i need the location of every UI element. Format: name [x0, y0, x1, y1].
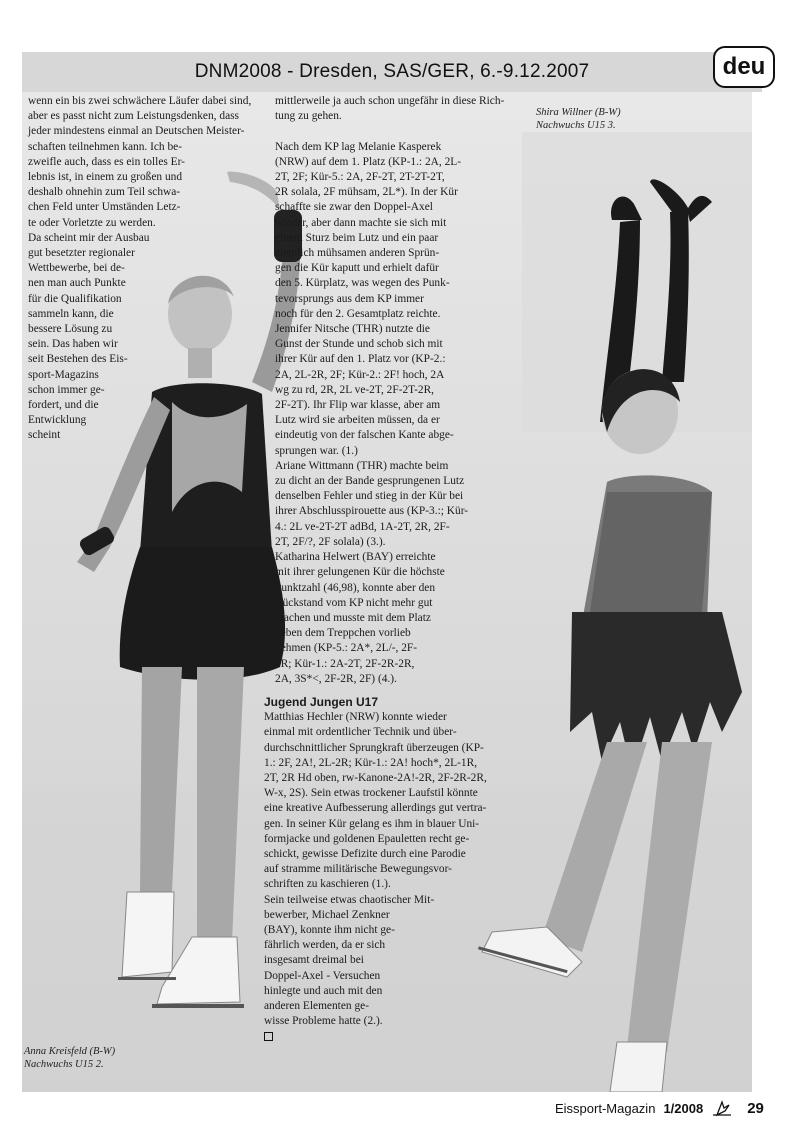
text-line: für die Qualifikation [28, 292, 122, 305]
text-line: Jennifer Nitsche (THR) nutzte die [275, 323, 430, 336]
text-line: wieder, aber dann machte sie sich mit [275, 216, 447, 229]
text-line: aber es passt nicht zum Leistungsdenken, dass [28, 110, 239, 123]
text-line: Nach dem KP lag Melanie Kasperek [275, 140, 442, 153]
text-line: ihrer Abschlusspirouette aus (KP-3.:; Kür- [275, 505, 469, 518]
text-line: hinlegte und auch mit den [264, 984, 383, 997]
section-heading: Jugend Jungen U17 [264, 695, 379, 709]
text-line: sport-Magazins [28, 368, 99, 381]
text-line: einmal mit ordentlicher Technik und über- [264, 726, 457, 739]
text-line: Da scheint mir der Ausbau [28, 231, 150, 244]
text-line: 2T, 2R Hd oben, rw-Kanone-2A!-2R, 2F-2R-2R, [264, 772, 487, 785]
text-line: schaften teilnehmen kann. Ich be- [28, 140, 183, 153]
text-line: 2A, 2L-2R, 2F; Kür-2.: 2F! hoch, 2A [275, 368, 445, 381]
article-column-1 [28, 94, 268, 444]
text-line: neben dem Treppchen vorlieb [275, 627, 411, 640]
text-line [275, 124, 517, 139]
text-line: fordert, und die [28, 399, 99, 412]
text-line: schriften zu kaschieren (1.). [264, 878, 391, 891]
text-line: Gunst der Stunde und schob sich mit [275, 338, 443, 351]
section-body [264, 710, 520, 1029]
text-line: schickt, gewisse Defizite durch eine Parodie [264, 848, 466, 861]
text-line: lebnis ist, in einem zu großen und [28, 171, 183, 184]
text-line: mit ihrer gelungenen Kür die höchste [275, 566, 445, 579]
text-line: durchschnittlicher Sprungkraft überzeugen (KP- [264, 741, 484, 754]
caption-line: Nachwuchs U15 2. [24, 1059, 104, 1070]
caption-line: Anna Kreisfeld (B-W) [24, 1046, 116, 1057]
text-line: gen. In seiner Kür gelang es ihm in blauer Uni- [264, 817, 480, 830]
text-line: anderen Elementen ge- [264, 1000, 369, 1013]
text-line: zu dicht an der Bande gesprungenen Lutz [275, 475, 465, 488]
text-line: Punktzahl (46,98), konnte aber den [275, 581, 436, 594]
text-line: eine kreative Aufbesserung allerdings gut vertra- [264, 802, 487, 815]
article-end-mark [264, 1032, 273, 1041]
text-line: Sein teilweise etwas chaotischer Mit- [264, 893, 435, 906]
article-section-jugend-jungen [264, 695, 520, 1047]
text-line: auf stramme militärische Bewegungsvor- [264, 863, 452, 876]
text-line: denselben Fehler und stieg in der Kür bei [275, 490, 464, 503]
text-line: Entwicklung [28, 414, 87, 427]
text-line: noch für den 2. Gesamtplatz reichte. [275, 307, 441, 320]
text-line: mittlerweile ja auch schon ungefähr in diese Rich- [275, 95, 505, 107]
text-line: W-x, 2S). Sein etwas trockener Laufstil könnte [264, 787, 478, 800]
text-line: 2F-2T). Ihr Flip war klasse, aber am [275, 399, 441, 412]
text-line: insgesamt dreimal bei [264, 954, 364, 967]
caption-line: Nachwuchs U15 3. [536, 120, 616, 131]
text-line: zweifle auch, dass es ein tolles Er- [28, 155, 185, 168]
text-line: Matthias Hechler (NRW) konnte wieder [264, 711, 447, 724]
text-line: 1.: 2F, 2A!, 2L-2R; Kür-1.: 2A! hoch*, 2L-1R, [264, 756, 478, 769]
text-line: machen und musste mit dem Platz [275, 611, 431, 624]
text-line: gut besetzter regionaler [28, 247, 135, 260]
text-line: ziemlich mühsamen anderen Sprün- [275, 247, 440, 260]
caption-shira-willner [536, 106, 621, 132]
text-line: schaffte sie zwar den Doppel-Axel [275, 201, 433, 214]
article-column-2 [275, 94, 517, 687]
text-line: tung zu gehen. [275, 110, 342, 123]
text-line: Katharina Helwert (BAY) erreichte [275, 551, 436, 564]
text-line: 1R; Kür-1.: 2A-2T, 2F-2R-2R, [275, 657, 415, 670]
text-line: wg zu rd, 2R, 2L ve-2T, 2F-2T-2R, [275, 383, 435, 396]
text-line: gen die Kür kaputt und erhielt dafür [275, 262, 439, 275]
text-line: 2T, 2F; Kür-5.: 2A, 2F-2T, 2T-2T-2T, [275, 171, 445, 184]
skater-emblem-icon [711, 1099, 733, 1117]
text-line: Wettbewerbe, bei de- [28, 262, 125, 275]
page-footer [555, 1098, 764, 1118]
text-line: Rückstand vom KP nicht mehr gut [275, 596, 433, 609]
text-line: scheint [28, 429, 61, 442]
caption-anna-kreisfeld [24, 1045, 115, 1071]
page-number: 29 [747, 1099, 764, 1117]
deu-logo [713, 46, 775, 88]
text-line: 2R solala, 2F mühsam, 2L*). In der Kür [275, 186, 458, 199]
text-line: deshalb ohnehin zum Teil schwa- [28, 186, 181, 199]
text-line: bewerber, Michael Zenkner [264, 908, 390, 921]
page-title: DNM2008 - Dresden, SAS/GER, 6.-9.12.2007 [194, 61, 590, 82]
magazine-name: Eissport-Magazin [555, 1100, 656, 1116]
text-line: fährlich werden, da er sich [264, 939, 386, 952]
text-line: wenn ein bis zwei schwächere Läufer dabei sind, [28, 95, 252, 107]
text-line: formjacke und goldenen Epauletten recht ge- [264, 832, 470, 845]
caption-line: Shira Willner (B-W) [536, 107, 621, 118]
text-line: den 5. Kürplatz, was wegen des Punk- [275, 277, 450, 290]
text-line: nen man auch Punkte [28, 277, 126, 290]
text-line: 2A, 3S*<, 2F-2R, 2F) (4.). [275, 672, 397, 685]
header-bar [22, 52, 762, 92]
text-line: jeder mindestens einmal an Deutschen Meister- [28, 125, 245, 138]
logo-text: deu [722, 53, 766, 80]
text-line: te oder Vorletzte zu werden. [28, 216, 156, 229]
text-line: wisse Probleme hatte (2.). [264, 1015, 383, 1028]
text-line: 4.: 2L ve-2T-2T adBd, 1A-2T, 2R, 2F- [275, 520, 450, 533]
text-line: chen Feld unter Umständen Letz- [28, 201, 181, 214]
text-line: eindeutig von der falschen Kante abge- [275, 429, 454, 442]
text-line: einem Sturz beim Lutz und ein paar [275, 231, 439, 244]
issue-number: 1/2008 [663, 1100, 704, 1116]
text-line: ihrer Kür auf den 1. Platz vor (KP-2.: [275, 353, 446, 366]
text-line: sammeln kann, die [28, 307, 114, 320]
text-line: Lutz wird sie arbeiten müssen, da er [275, 414, 440, 427]
text-line: Doppel-Axel - Versuchen [264, 969, 381, 982]
text-line: sprungen war. (1.) [275, 444, 358, 457]
text-line: (NRW) auf dem 1. Platz (KP-1.: 2A, 2L- [275, 155, 462, 168]
text-line: nehmen (KP-5.: 2A*, 2L/-, 2F- [275, 642, 418, 655]
text-line: sein. Das haben wir [28, 338, 118, 351]
text-line: (BAY), konnte ihm nicht ge- [264, 924, 395, 937]
text-line: bessere Lösung zu [28, 323, 113, 336]
text-line: 2T, 2F/?, 2F solala) (3.). [275, 535, 386, 548]
text-line: tevorsprungs aus dem KP immer [275, 292, 424, 305]
text-line: schon immer ge- [28, 383, 105, 396]
text-line: seit Bestehen des Eis- [28, 353, 128, 366]
text-line: Ariane Wittmann (THR) machte beim [275, 459, 449, 472]
